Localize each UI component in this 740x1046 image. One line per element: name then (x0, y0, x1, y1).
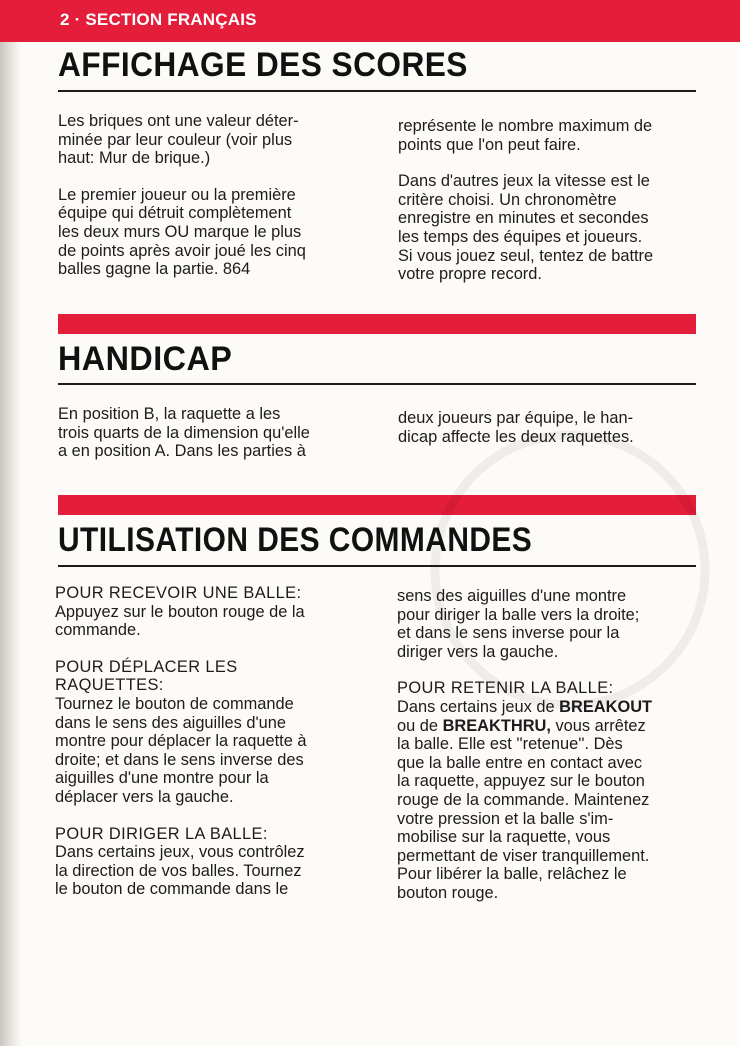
text-line: commande. (55, 621, 141, 640)
text-line: la direction de vos balles. Tournez (55, 861, 302, 880)
red-divider-bar (58, 314, 696, 334)
text-deplacer-raquettes (55, 695, 365, 807)
text-line: montre pour déplacer la raquette à (55, 732, 307, 751)
text-line: trois quarts de la dimension qu'elle (58, 423, 310, 442)
text-line: sens des aiguilles d'une montre (397, 587, 627, 605)
text-line: Les briques ont une valeur déter- (58, 112, 299, 130)
heading-utilisation-des-commandes: UTILISATION DES COMMANDES (58, 521, 533, 559)
text-line: RAQUETTES: (55, 676, 164, 695)
heading-affichage-des-scores: AFFICHAGE DES SCORES (58, 46, 468, 84)
text-line: permettant de viser tranquillement. (397, 846, 650, 865)
subheading-deplacer-raquettes (55, 658, 365, 695)
heading-handicap: HANDICAP (58, 340, 233, 378)
watermark (420, 420, 720, 720)
text-line: POUR RECEVOIR UNE BALLE: (55, 584, 302, 602)
text-line: Tournez le bouton de commande (55, 694, 294, 713)
text-line: la raquette, appuyez sur le bouton (397, 772, 645, 791)
text-line: aiguilles d'une montre pour la (55, 769, 269, 788)
text-line: Dans d'autres jeux la vitesse est le (398, 172, 650, 191)
text-retenir-balle-arretez: vous arrêtez (550, 716, 646, 735)
text-line: a en position A. Dans les parties à (58, 442, 306, 461)
subheading-diriger-balle (55, 825, 365, 844)
text-line: enregistre en minutes et secondes (398, 209, 649, 228)
heading-rule (58, 383, 696, 385)
text-line: Dans certains jeux, vous contrôlez (55, 843, 305, 862)
text-line: POUR DIRIGER LA BALLE: (55, 824, 268, 843)
text-line: Si vous jouez seul, tentez de battre (398, 246, 654, 265)
text-line: POUR DÉPLACER LES (55, 657, 238, 676)
text-retenir-balle-rest (397, 735, 649, 902)
text-line: bouton rouge. (397, 883, 499, 902)
text-line: En position B, la raquette a les (58, 405, 281, 423)
text-line: le bouton de commande dans le (55, 880, 289, 899)
text-line: pour diriger la balle vers la droite; (397, 605, 640, 624)
text-line: minée par leur couleur (voir plus (58, 130, 293, 149)
scores-right-para-1 (398, 117, 708, 154)
text-line: les temps des équipes et joueurs. (398, 227, 643, 246)
text-line: POUR RETENIR LA BALLE: (397, 679, 614, 698)
scores-right-para-2 (398, 172, 708, 284)
scores-left-para-1 (58, 112, 358, 168)
text-line: déplacer vers la gauche. (55, 787, 234, 806)
text-retenir-balle (397, 698, 717, 903)
text-line: la balle. Elle est ''retenue''. Dès (397, 735, 623, 754)
text-line: Le premier joueur ou la première (58, 185, 296, 204)
text-line: haut: Mur de brique.) (58, 149, 211, 168)
page-binding-edge (0, 0, 22, 1046)
text-diriger-balle (55, 843, 365, 899)
scores-right-column (398, 117, 708, 284)
section-label: 2 · SECTION FRANÇAIS (60, 10, 257, 29)
scores-left-para-2 (58, 186, 358, 279)
text-line: balles gagne la partie. 864 (58, 260, 251, 279)
game-name-breakout: BREAKOUT (559, 697, 653, 716)
handicap-left-column (58, 405, 368, 461)
text-line: votre pression et la balle s'im- (397, 809, 614, 828)
text-line: de points après avoir joué les cinq (58, 241, 306, 260)
heading-rule (58, 90, 696, 92)
text-line: droite; et dans le sens inverse des (55, 750, 304, 769)
handicap-left-para (58, 405, 368, 461)
text-line: que la balle entre en contact avec (397, 753, 643, 772)
text-line: Pour libérer la balle, relâchez le (397, 865, 627, 884)
text-line: mobilise sur la raquette, vous (397, 828, 611, 847)
text-line: dans le sens des aiguilles d'une (55, 713, 286, 732)
text-line: équipe qui détruit complètement (58, 204, 292, 223)
text-line: les deux murs OU marque le plus (58, 222, 302, 241)
scores-left-column (58, 112, 358, 279)
text-line: et dans le sens inverse pour la (397, 624, 620, 643)
text-line: points que l'on peut faire. (398, 135, 581, 154)
text-line: représente le nombre maximum de (398, 117, 653, 135)
text-retenir-balle-ou: ou de (397, 716, 443, 735)
text-line: diriger vers la gauche. (397, 642, 559, 661)
subheading-recevoir-balle (55, 584, 365, 603)
text-recevoir-balle (55, 603, 365, 640)
text-line: Appuyez sur le bouton rouge de la (55, 602, 305, 621)
text-line: deux joueurs par équipe, le han- (398, 409, 634, 427)
commands-left-column (55, 584, 365, 899)
text-line: rouge de la commande. Maintenez (397, 790, 650, 809)
text-line: votre propre record. (398, 265, 542, 284)
text-line: critère choisi. Un chronomètre (398, 190, 617, 209)
text-line: dicap affecte les deux raquettes. (398, 427, 634, 446)
section-header-band (0, 0, 740, 42)
text-retenir-balle-start: Dans certains jeux de (397, 697, 560, 716)
game-name-breakthru: BREAKTHRU, (442, 716, 551, 735)
